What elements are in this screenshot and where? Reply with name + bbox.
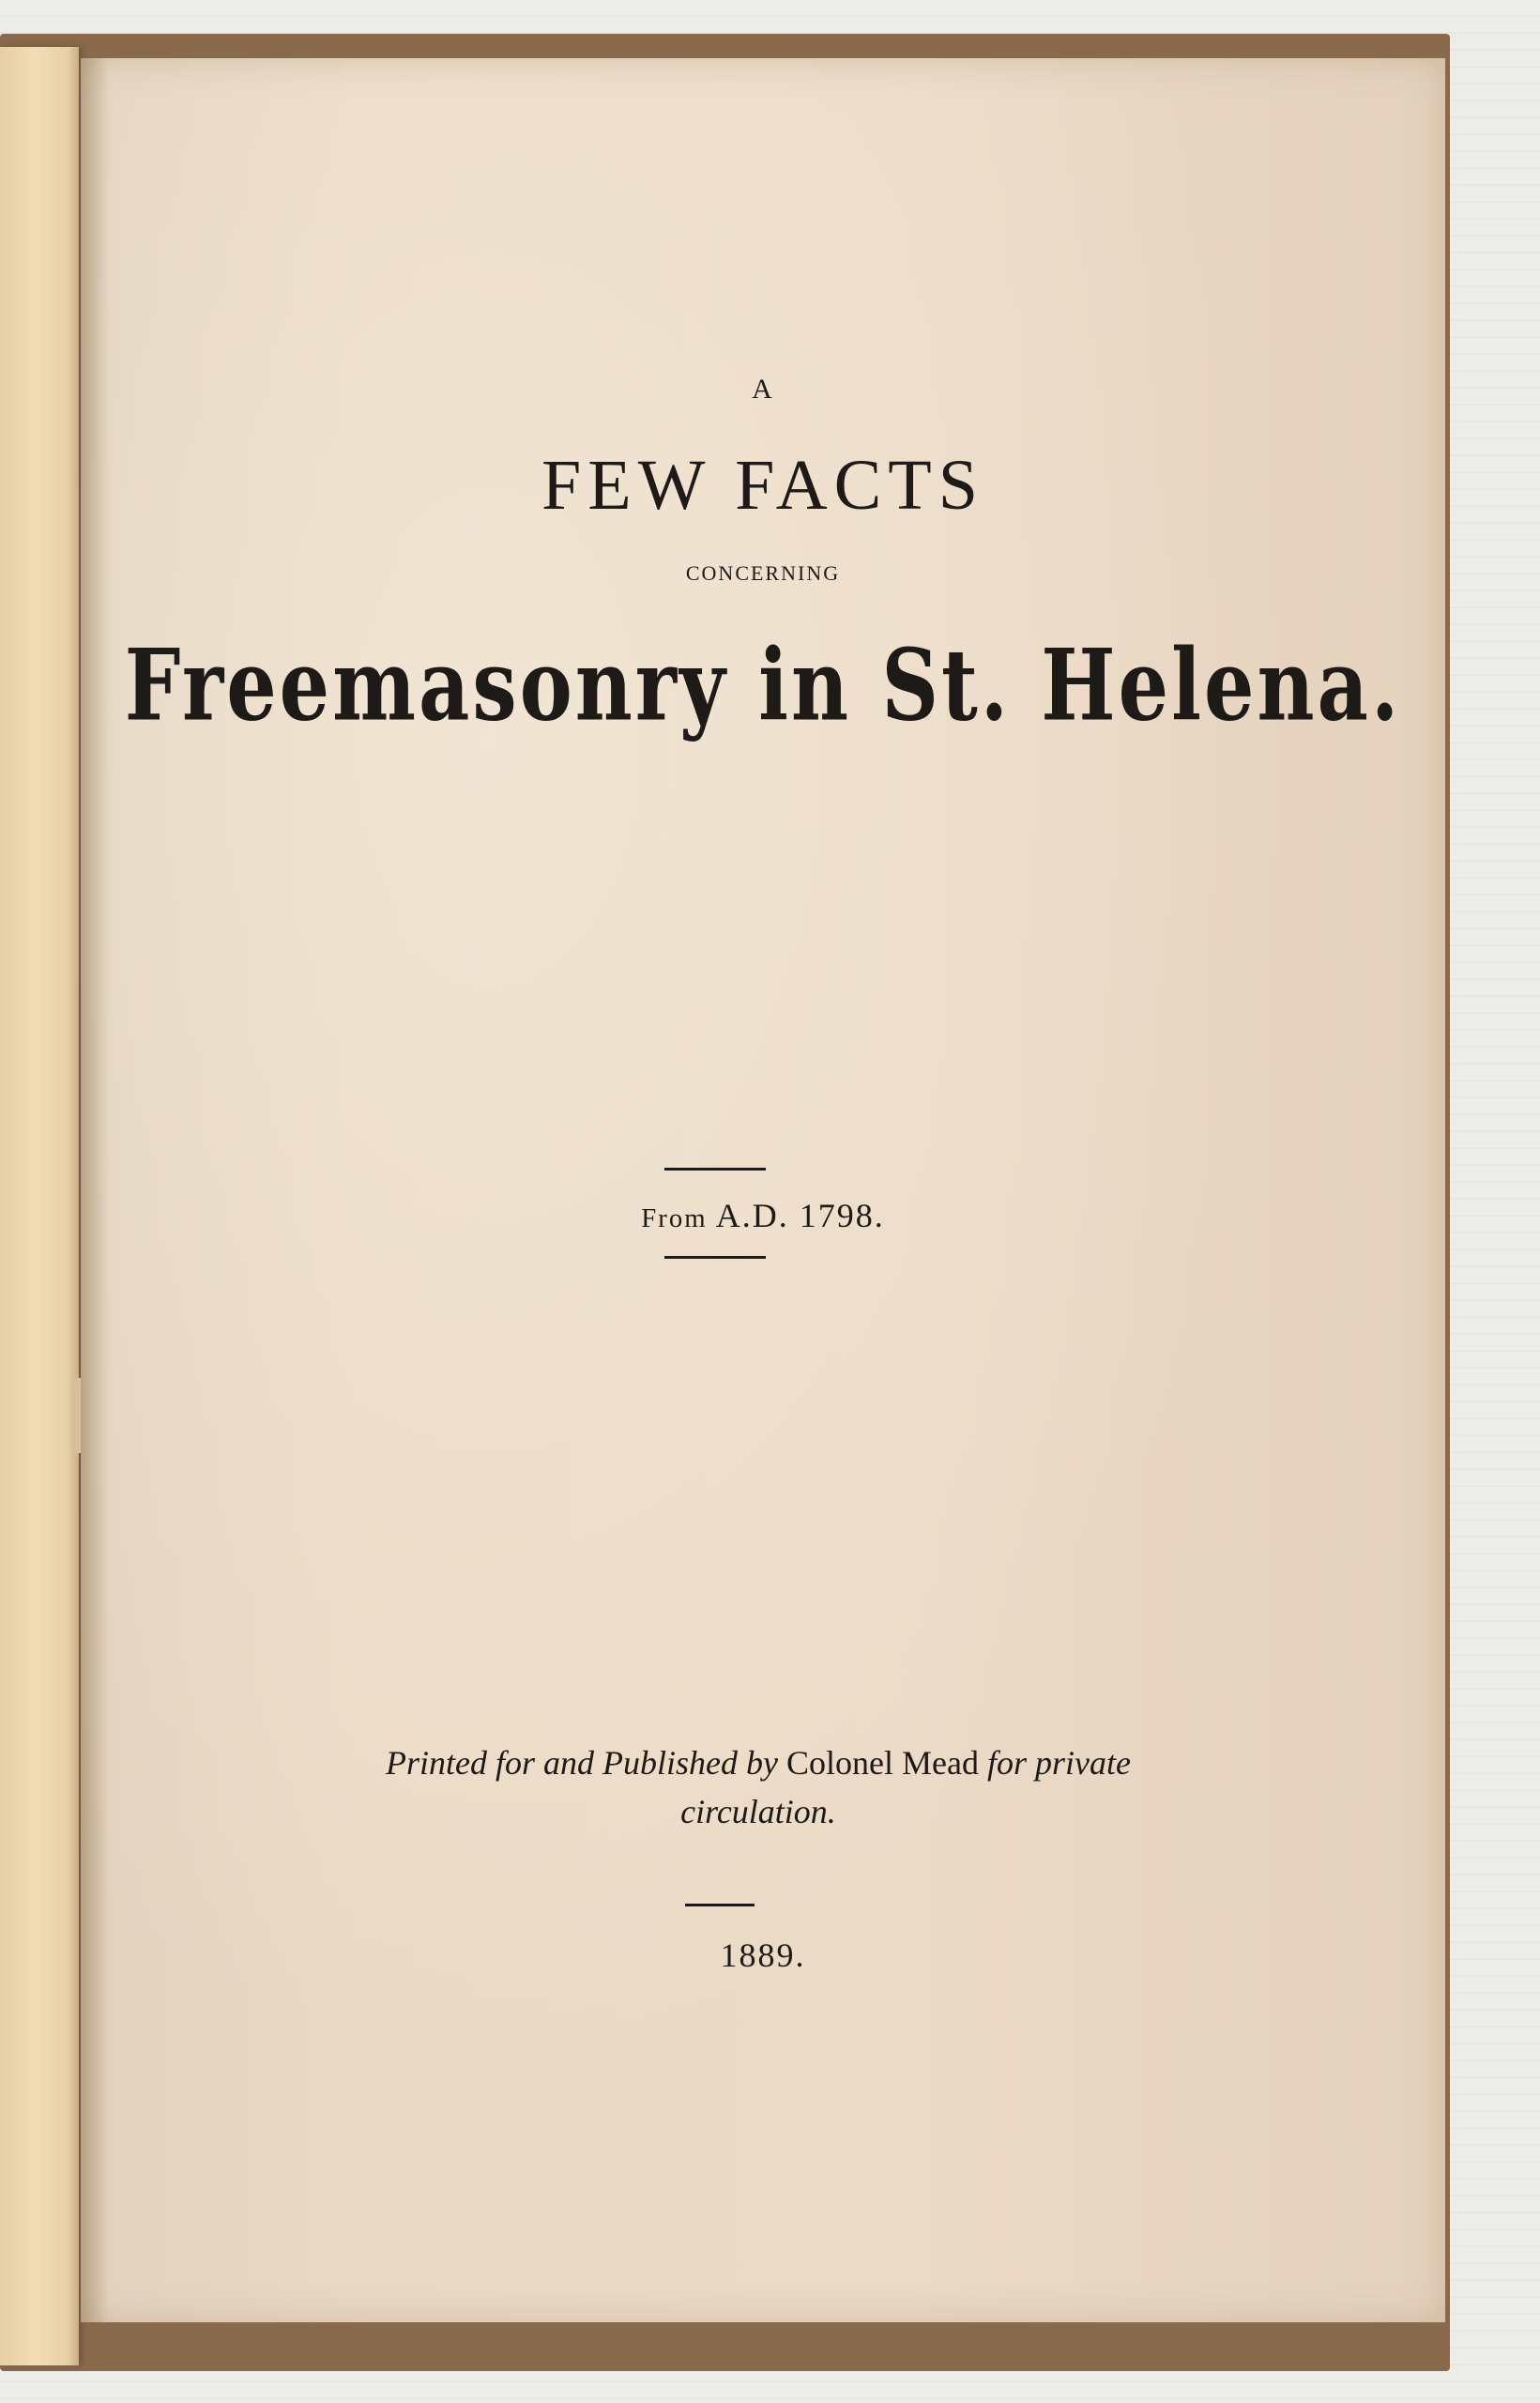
title-article: A — [752, 374, 774, 405]
main-title: FEW FACTS — [541, 446, 984, 525]
date-prefix: From — [641, 1203, 708, 1233]
imprint — [81, 1738, 1445, 1836]
imprint-name-first: Colonel — [786, 1744, 893, 1782]
rule-top — [664, 1168, 766, 1171]
subject-title: Freemasonry in St. Helena. — [124, 626, 1402, 743]
publication-year: 1889. — [720, 1936, 806, 1974]
imprint-part1: Printed for and Published by — [386, 1744, 778, 1782]
title-page — [81, 58, 1445, 2322]
imprint-name-last: Mead — [902, 1744, 979, 1782]
verso-page-edge — [0, 47, 79, 2365]
date-line — [81, 1196, 1445, 1235]
rule-bottom — [664, 1256, 766, 1259]
title-connector: CONCERNING — [685, 561, 841, 585]
date-value: A.D. 1798. — [715, 1197, 885, 1234]
rule-year — [685, 1904, 755, 1906]
imprint-part2: for private circulation. — [680, 1744, 1131, 1830]
